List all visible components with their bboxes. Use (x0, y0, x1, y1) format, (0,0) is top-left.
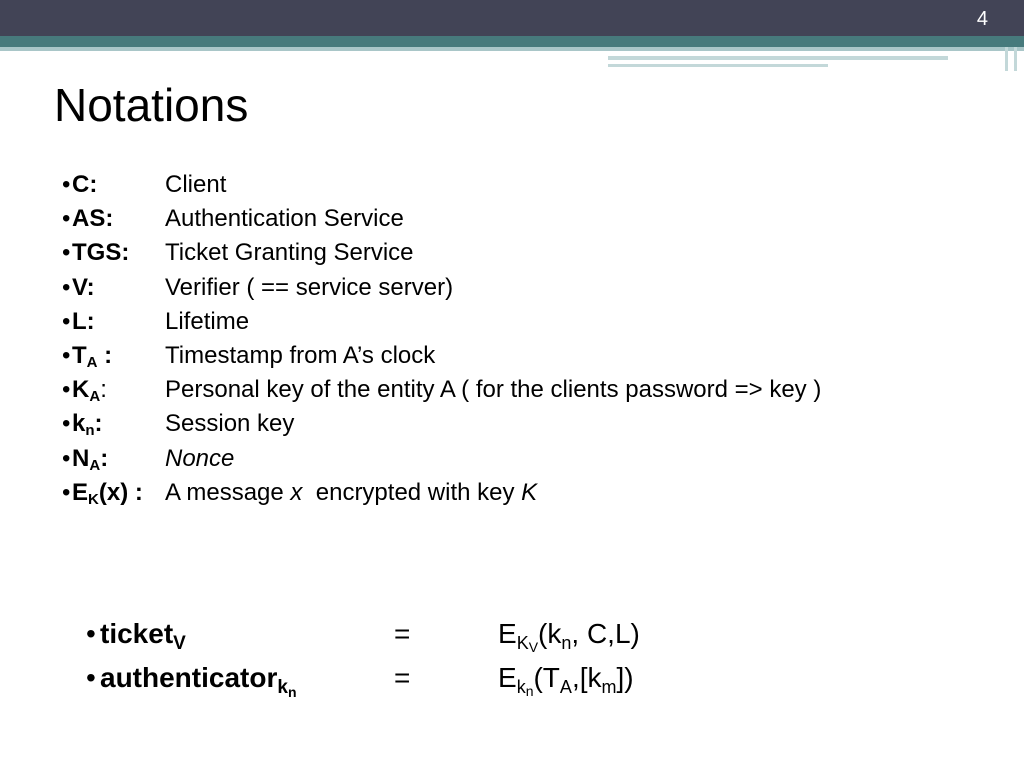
decor-vertical-line (1014, 47, 1017, 71)
formula-list (86, 612, 786, 700)
bullet: • (62, 205, 71, 233)
accent-band (0, 36, 1024, 47)
bullet: • (62, 478, 71, 506)
bullet: • (62, 273, 71, 301)
bullet: • (62, 341, 71, 369)
notation-term: $T_A$ : (72, 341, 113, 371)
notation-term: $k_n$: (72, 410, 103, 440)
notation-item-verifier (62, 271, 1002, 305)
slide-title: Notations (54, 79, 249, 131)
bullet: • (86, 662, 96, 693)
notation-term: AS: (72, 205, 114, 233)
notation-item-client (62, 168, 1002, 202)
notation-item-session-key (62, 407, 1002, 441)
notation-definition: Lifetime (165, 307, 250, 335)
decor-line (608, 56, 948, 60)
notation-term: V: (72, 273, 95, 301)
notation-definition: Personal key of the entity A ( for the clients password => key ) (165, 376, 822, 404)
notation-definition: Nonce (165, 444, 235, 472)
notation-list (62, 168, 1002, 510)
bullet: • (62, 171, 71, 198)
notation-term: $E_K(x)$ : (72, 478, 143, 508)
equals-sign: = (394, 618, 411, 649)
bullet: • (62, 239, 71, 267)
header-bar (0, 0, 1024, 36)
notation-item-as (62, 202, 1002, 236)
bullet: • (62, 307, 71, 335)
notation-item-nonce (62, 442, 1002, 476)
accent-band-light (0, 47, 1024, 51)
notation-term: $N_A$: (72, 444, 109, 474)
decor-line-short (608, 64, 828, 67)
decor-vertical-line (1005, 47, 1008, 71)
equals-sign: = (394, 662, 411, 693)
notation-term: L: (72, 307, 95, 335)
formula-expression: $E_{k_n}(T_A,[k_m])$ (498, 662, 634, 699)
bullet: • (62, 444, 71, 472)
notation-item-tgs (62, 236, 1002, 270)
formula-expression: $E_{K_V}(k_n$, C,L) (498, 618, 640, 655)
notation-definition: Timestamp from A’s clock (165, 341, 436, 369)
slide-number: 4 (976, 8, 988, 30)
notation-definition: Client (165, 171, 227, 198)
notation-definition: Ticket Granting Service (165, 239, 414, 267)
notation-item-personal-key (62, 373, 1002, 407)
notation-term: TGS: (72, 239, 130, 267)
notation-item-timestamp (62, 339, 1002, 373)
formula-name: ticket$_V$ (100, 618, 186, 654)
notation-item-encryption (62, 476, 1002, 510)
authenticator-formula (86, 656, 786, 700)
notation-term: $K_A$: (72, 376, 107, 406)
bullet: • (62, 376, 71, 404)
notation-definition: Session key (165, 410, 295, 438)
notation-definition: Verifier ( == service server) (165, 273, 454, 301)
notation-item-lifetime (62, 305, 1002, 339)
bullet: • (86, 618, 96, 649)
notation-definition: Authentication Service (165, 205, 404, 233)
formula-name: authenticator$_{k_n}$ (100, 662, 297, 700)
notation-term: C: (72, 171, 98, 198)
bullet: • (62, 410, 71, 438)
notation-definition: A message x encrypted with key K (165, 478, 538, 506)
ticket-formula (86, 612, 786, 656)
